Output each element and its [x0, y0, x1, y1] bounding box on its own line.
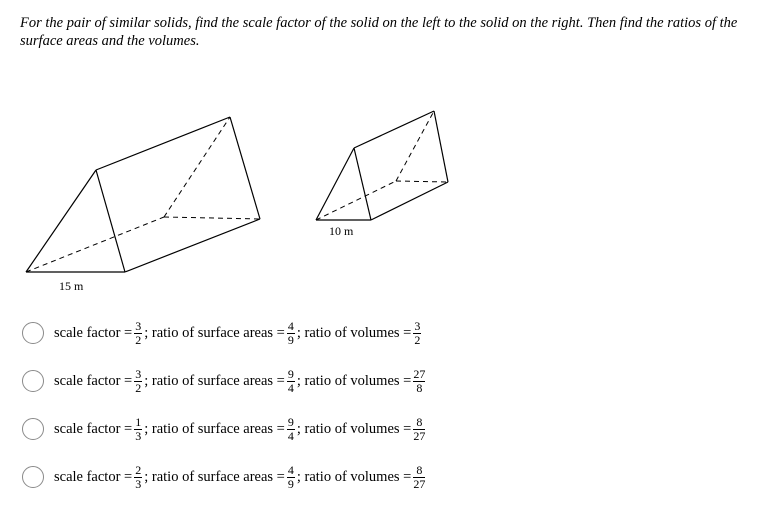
choice-expression [53, 320, 422, 347]
denominator: 2 [135, 380, 142, 395]
numerator: 1 [135, 414, 142, 429]
right-prism-figure [310, 108, 455, 238]
volume-fraction [413, 320, 421, 347]
numerator: 3 [135, 318, 142, 333]
choice-expression [53, 464, 426, 491]
surface-area-label: ; ratio of surface areas = [144, 420, 285, 437]
scale-factor-fraction [134, 368, 142, 395]
choice-2[interactable] [22, 359, 482, 403]
scale-factor-fraction [134, 320, 142, 347]
surface-area-fraction [287, 368, 295, 395]
question-text: For the pair of similar solids, find the scale factor of the solid on the left to the solid on the right. Then find the ratios of the surface areas and the volumes. [20, 15, 738, 49]
surface-area-label: ; ratio of surface areas = [144, 372, 285, 389]
surface-area-fraction [287, 464, 295, 491]
right-prism-drawing [310, 108, 455, 228]
denominator: 8 [416, 380, 423, 395]
volume-fraction [413, 368, 425, 395]
choice-expression [53, 416, 426, 443]
surface-area-fraction [287, 416, 295, 443]
radio-button[interactable] [22, 466, 44, 488]
left-prism-figure [22, 112, 272, 293]
denominator: 2 [135, 332, 142, 347]
choice-3[interactable] [22, 407, 482, 451]
denominator: 9 [287, 332, 294, 347]
scale-factor-label: scale factor = [54, 372, 133, 389]
left-prism-drawing [22, 112, 272, 282]
volume-label: ; ratio of volumes = [296, 372, 412, 389]
volume-label: ; ratio of volumes = [296, 468, 412, 485]
volume-fraction [413, 464, 425, 491]
radio-button[interactable] [22, 322, 44, 344]
scale-factor-fraction [134, 416, 142, 443]
numerator: 4 [287, 462, 294, 477]
numerator: 8 [416, 462, 423, 477]
surface-area-fraction [287, 320, 295, 347]
scale-factor-label: scale factor = [54, 420, 133, 437]
denominator: 27 [413, 476, 426, 491]
choice-expression [53, 368, 426, 395]
choice-1[interactable] [22, 311, 482, 355]
numerator: 9 [287, 366, 294, 381]
volume-fraction [413, 416, 425, 443]
volume-label: ; ratio of volumes = [296, 420, 412, 437]
numerator: 2 [135, 462, 142, 477]
scale-factor-label: scale factor = [54, 324, 133, 341]
numerator: 27 [413, 366, 426, 381]
numerator: 4 [287, 318, 294, 333]
numerator: 8 [416, 414, 423, 429]
surface-area-label: ; ratio of surface areas = [144, 468, 285, 485]
right-prism-dimension: 10 m [329, 224, 354, 238]
numerator: 3 [135, 366, 142, 381]
surface-area-label: ; ratio of surface areas = [144, 324, 285, 341]
scale-factor-label: scale factor = [54, 468, 133, 485]
denominator: 27 [413, 428, 426, 443]
scale-factor-fraction [134, 464, 142, 491]
denominator: 2 [414, 332, 421, 347]
denominator: 3 [135, 428, 142, 443]
denominator: 3 [135, 476, 142, 491]
numerator: 9 [287, 414, 294, 429]
left-prism-dimension: 15 m [59, 279, 84, 293]
choice-4[interactable] [22, 455, 482, 499]
radio-button[interactable] [22, 418, 44, 440]
denominator: 4 [287, 380, 294, 395]
volume-label: ; ratio of volumes = [296, 324, 412, 341]
denominator: 9 [287, 476, 294, 491]
denominator: 4 [287, 428, 294, 443]
radio-button[interactable] [22, 370, 44, 392]
numerator: 3 [414, 318, 421, 333]
